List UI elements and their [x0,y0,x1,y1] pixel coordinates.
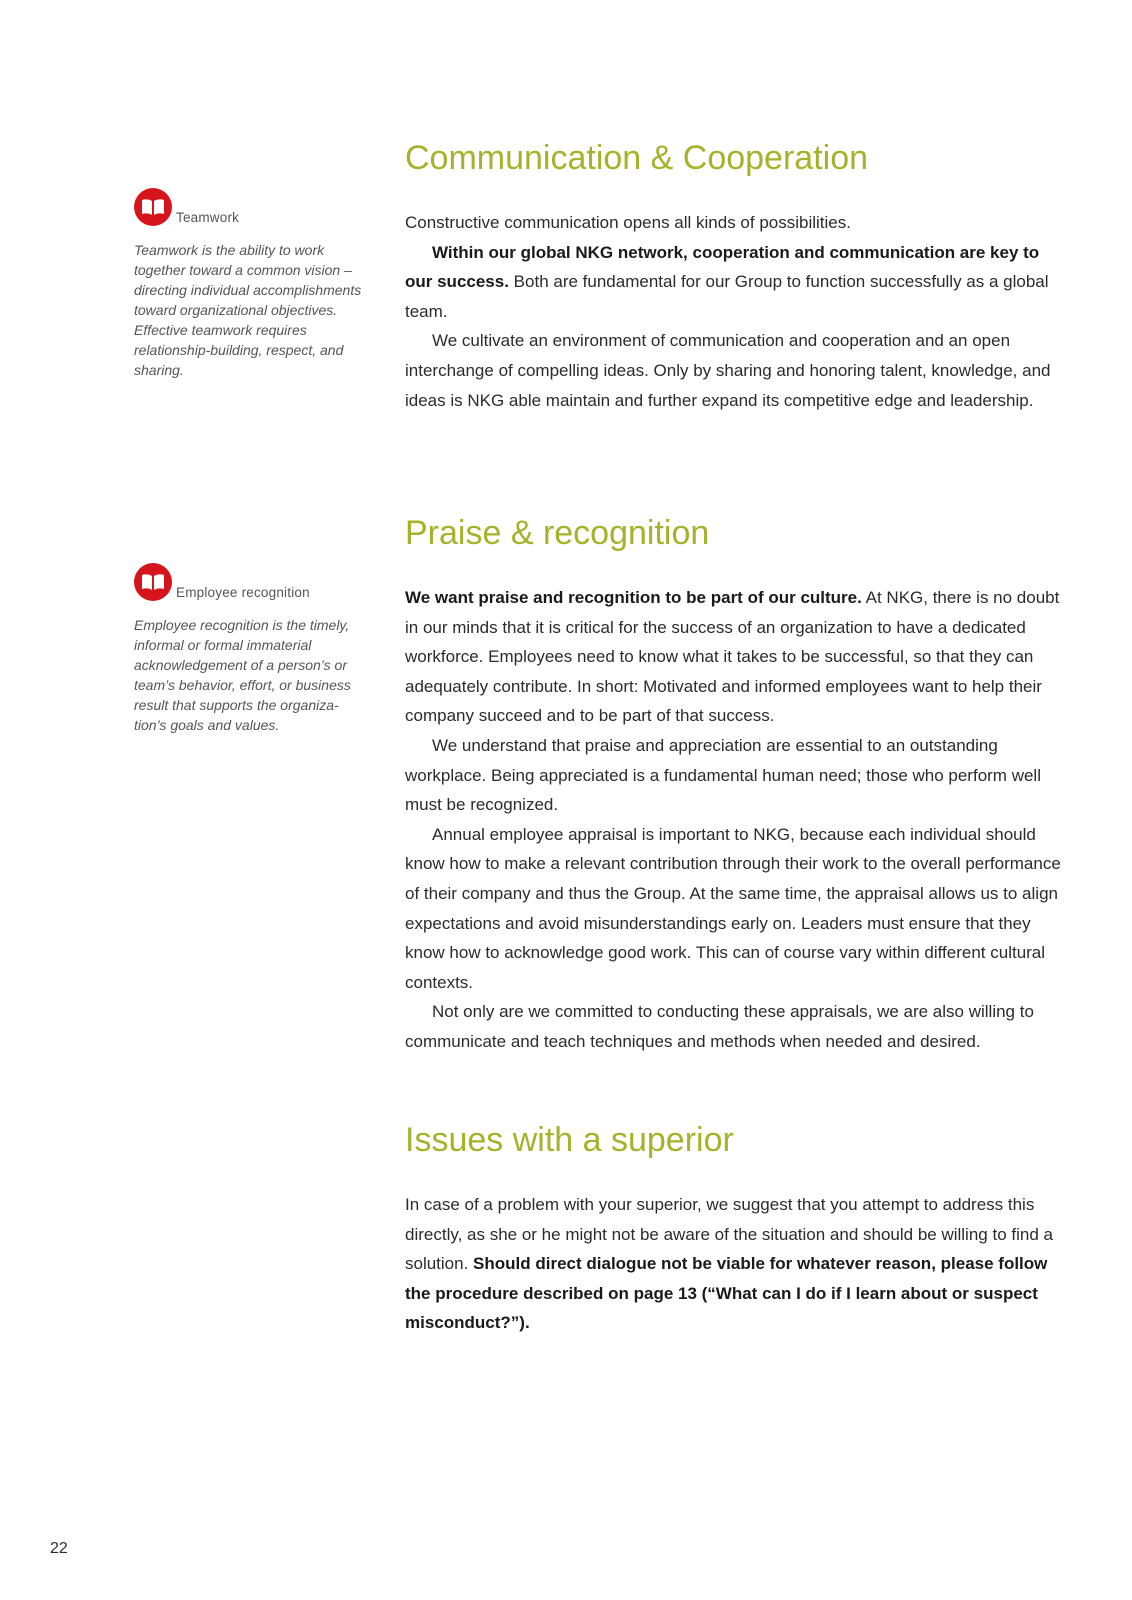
section-issues [405,1120,1065,1338]
sidebar-teamwork-title: Teamwork [176,210,240,225]
bold-text: We want praise and recognition to be part of our culture. [405,588,862,607]
paragraph: We cultivate an environment of communication and cooperation and an open interchange of compelling ideas. Only by sharing and honoring talent, knowledge, and ideas is NKG able maintain and further expand its competitive edge and leadership. [405,331,1051,410]
section-praise [405,513,1065,1057]
paragraph: Constructive communication opens all kinds of possibilities. [405,213,851,232]
page-number: 22 [50,1540,68,1557]
body-text: At NKG, there is no doubt in our minds that it is critical for the success of an organization to have a dedicated workforce. Employees need to know what it takes to be successful, so that they can adequately contribute. In short: Motivated and informed employees want to help their company succeed and to be part of that success. [405,588,1060,726]
book-icon [134,563,172,601]
book-icon [134,188,172,226]
sidebar-recognition [134,563,366,749]
paragraph: We understand that praise and appreciation are essential to an outstanding workplace. Being appreciated is a fundamental human need; those who perform well must be recognized. [405,735,1041,815]
sidebar-recognition-header [134,563,366,601]
paragraph: Not only are we committed to conducting these appraisals, we are also willing to communicate and teach techniques and methods when needed and desired. [405,1002,1034,1051]
body-text: Both are fundamental for our Group to function successfully as a global team. [405,272,1049,321]
sidebar-recognition-title: Employee recognition [176,585,310,600]
bold-text: Within our global NKG network, cooperation and communication are key to our success. [405,242,1040,292]
sidebar-recognition-text: Employee recognition is the timely, informal or formal immaterial acknowledgement of a person’s or team’s behavior, effort, or business result that supports the organization’s goals and values. [134,617,351,733]
paragraph: Annual employee appraisal is important to NKG, because each individual should know how to make a relevant contribution through their work to the overall performance of their company and thus the Group. At the same time, the appraisal allows us to align expectations and avoid misunderstandings early on. Leaders must ensure that they know how to acknowledge good work. This can of course vary within different cultural contexts. [405,824,1061,992]
body-text: In case of a problem with your superior, we suggest that you attempt to address this directly, as she or he might not be aware of the situation and should be willing to find a solution. [405,1195,1053,1274]
section-heading: Issues with a superior [405,1121,734,1159]
section-heading: Praise & recognition [405,514,710,552]
paragraph [405,238,1065,327]
bold-text: Should direct dialogue not be viable for whatever reason, please follow the procedure described on page 13 (“What can I do if I learn about or suspect misconduct?”). [405,1254,1048,1333]
sidebar-teamwork-text: Teamwork is the ability to work together toward a common vision – directing individual accomplishments toward organizational objectives. Effective teamwork requires relationship-building, respect, and sharing. [134,242,362,378]
paragraph [405,1190,1065,1338]
sidebar-teamwork [134,188,366,394]
paragraph [405,583,1065,731]
section-heading: Communication & Cooperation [405,139,869,177]
section-communication [405,138,1065,415]
sidebar-teamwork-header [134,188,366,226]
